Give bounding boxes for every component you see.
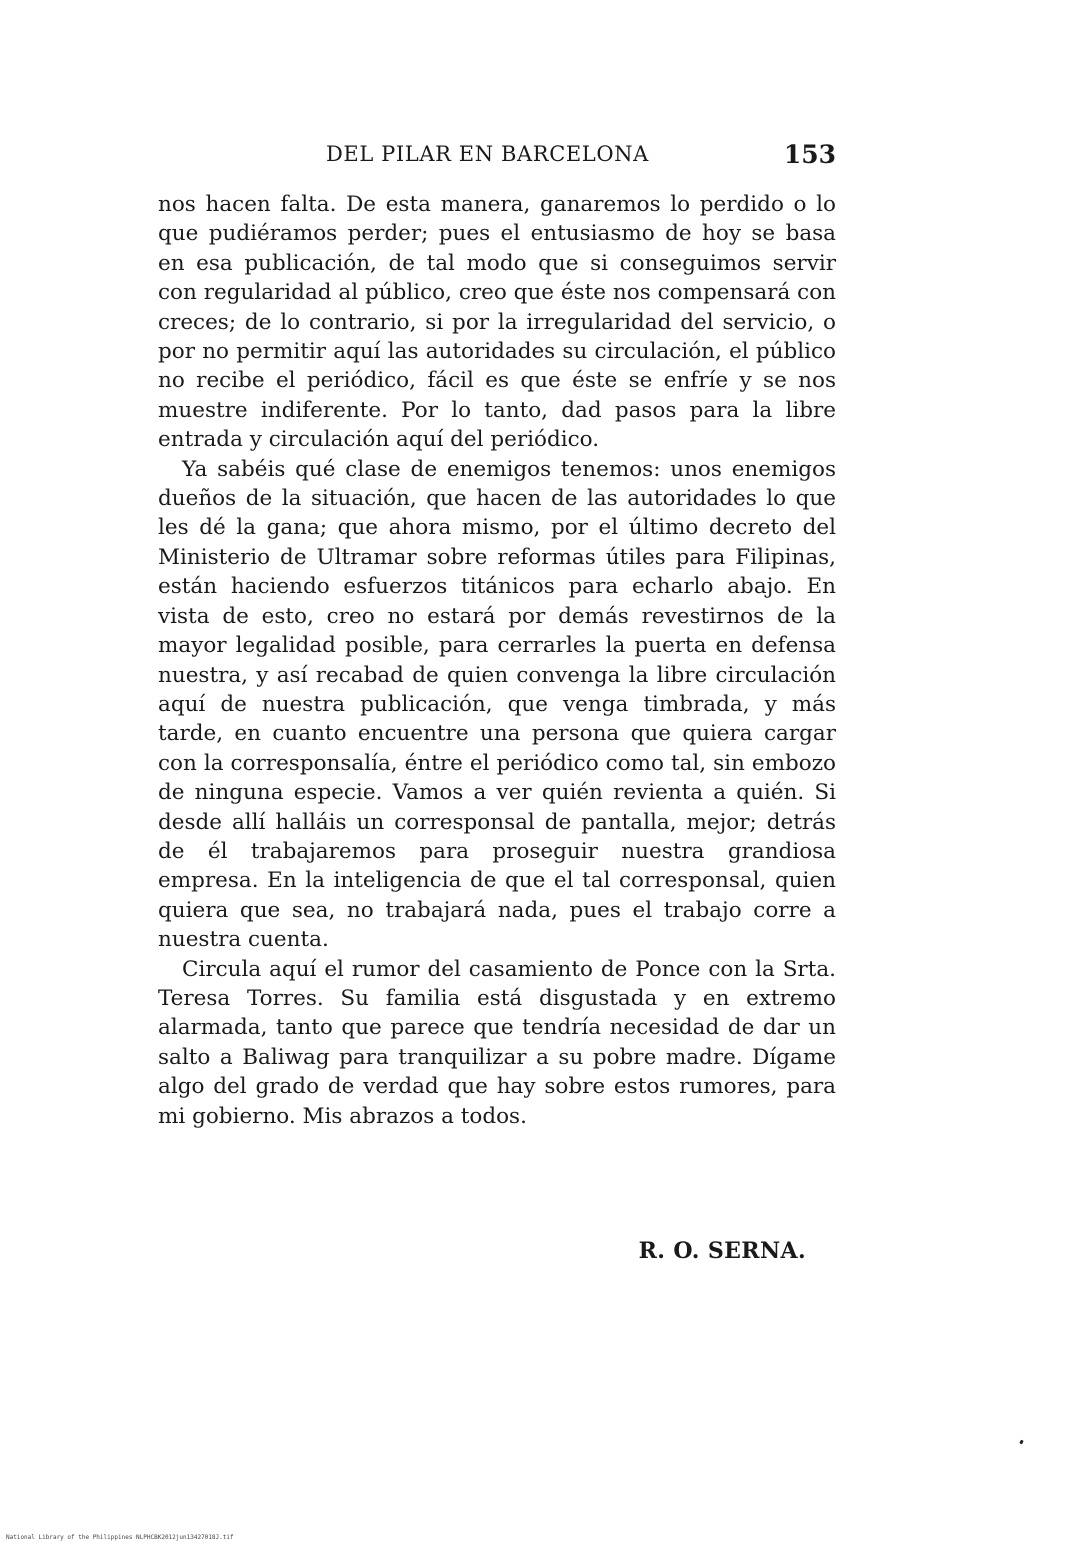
letter-body bbox=[158, 190, 836, 1131]
running-title: DEL PILAR EN BARCELONA bbox=[326, 142, 649, 166]
paragraph-2: Ya sabéis qué clase de enemigos tenemos: unos enemigos dueños de la situación, que hacen de las autoridades lo que les dé la gana; que ahora mismo, por el último decreto del Ministerio de Ultramar sobre reformas útiles para Filipinas, están haciendo esfuerzos titánicos para echarlo abajo. En vista de esto, creo no estará por demás revestirnos de la mayor legalidad posible, para cerrarles la puerta en defensa nuestra, y así recabad de quien convenga la libre circulación aquí de nuestra publicación, que venga timbrada, y más tarde, en cuanto encuentre una persona que quiera cargar con la corresponsalía, éntre el periódico como tal, sin embozo de ninguna especie. Vamos a ver quién revienta a quién. Si desde allí halláis un corresponsal de pantalla, mejor; detrás de él trabajaremos para proseguir nuestra grandiosa empresa. En la inteligencia de que el tal corresponsal, quien quiera que sea, no trabajará nada, pues el trabajo corre a nuestra cuenta. bbox=[158, 456, 836, 953]
running-head bbox=[158, 140, 836, 176]
paragraph-1: nos hacen falta. De esta manera, ganaremos lo perdido o lo que pudiéramos perder; pues el entusiasmo de hoy se basa en esa publicación, de tal modo que si conseguimos servir con regularidad al público, creo que éste nos compensará con creces; de lo contrario, si por la irregularidad del servicio, o por no permitir aquí las autoridades su circulación, el público no recibe el periódico, fácil es que éste se enfríe y se nos muestre indiferente. Por lo tanto, dad pasos para la libre entrada y circulación aquí del periódico. bbox=[158, 192, 836, 453]
signature: R. O. SERNA. bbox=[638, 1238, 806, 1264]
paragraph-3: Circula aquí el rumor del casamiento de Ponce con la Srta. Teresa Torres. Su familia está disgustada y en extremo alarmada, tanto que parece que tendría necesidad de dar un salto a Baliwag para tranquilizar a su pobre madre. Dígame algo del grado de verdad que hay sobre estos rumores, para mi gobierno. Mis abrazos a todos. bbox=[158, 956, 836, 1129]
page-number: 153 bbox=[783, 140, 836, 169]
scan-footer: National Library of the Philippines NLPHCBK2012jun13427018J.tif bbox=[6, 1534, 234, 1541]
scan-speck bbox=[1019, 1440, 1024, 1445]
